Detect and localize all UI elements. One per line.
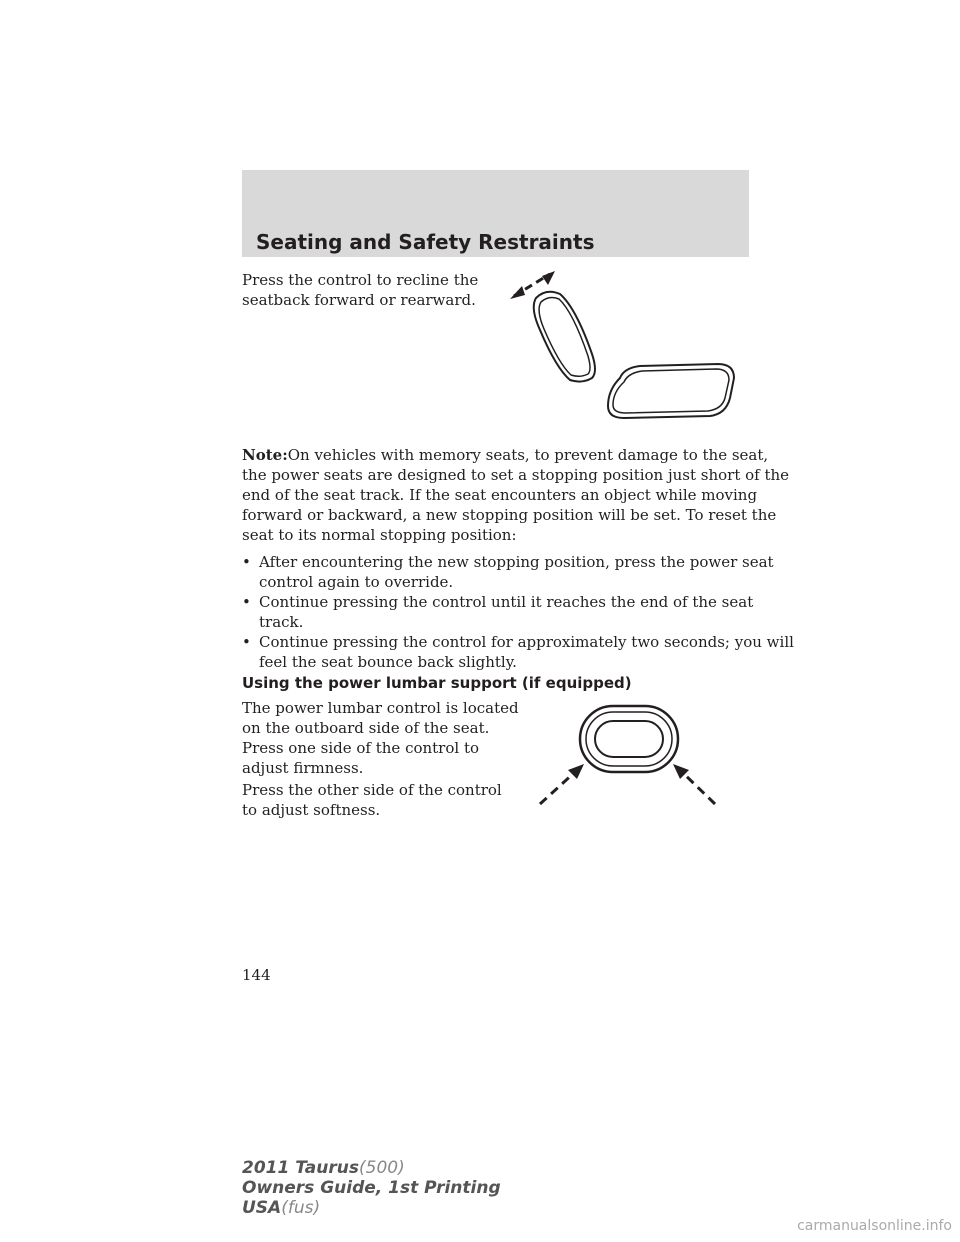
- bullet-icon: •: [242, 593, 251, 611]
- footer-imprint: [242, 1158, 501, 1218]
- bullet-icon: •: [242, 633, 251, 651]
- recline-arrow-icon: [510, 271, 555, 299]
- lumbar-p2-line-2: adjust firmness.: [242, 759, 364, 777]
- footer-market: USA: [242, 1198, 282, 1218]
- note-line-5: seat to its normal stopping position:: [242, 526, 517, 544]
- bullet-text-line-1: Continue pressing the control until it reaches the end of the seat: [259, 593, 754, 611]
- note-line-2: the power seats are designed to set a stopping position just short of the: [242, 466, 790, 484]
- lumbar-switch-icon: [580, 706, 678, 772]
- bullet-icon: •: [242, 553, 251, 571]
- bullet-text-line-2: feel the seat bounce back slightly.: [259, 653, 517, 671]
- bullet-text-line-1: Continue pressing the control for approximately two seconds; you will: [259, 633, 794, 651]
- note-line-4: forward or backward, a new stopping position will be set. To reset the: [242, 506, 777, 524]
- footer-guide: Owners Guide, 1st Printing: [242, 1178, 501, 1198]
- note-label: Note:: [242, 446, 288, 464]
- seatback-switch-icon: [534, 292, 595, 382]
- watermark: carmanualsonline.info: [797, 1218, 952, 1234]
- note-text-1: On vehicles with memory seats, to prevent damage to the seat,: [287, 446, 769, 464]
- footer-model: 2011 Taurus: [242, 1158, 359, 1178]
- recline-text-line-1: Press the control to recline the: [242, 271, 479, 289]
- softness-arrow-icon: [673, 764, 715, 804]
- lumbar-p1-line-1: The power lumbar control is located: [242, 699, 519, 717]
- recline-control-illustration: [500, 268, 750, 428]
- section-title: Seating and Safety Restraints: [256, 230, 595, 254]
- lumbar-heading: Using the power lumbar support (if equipped): [242, 674, 632, 692]
- footer-market-code: (fus): [281, 1198, 321, 1218]
- recline-text-line-2: seatback forward or rearward.: [242, 291, 476, 309]
- note-line-1: [242, 445, 768, 465]
- firmness-arrow-icon: [540, 764, 584, 804]
- note-line-3: end of the seat track. If the seat encounters an object while moving: [242, 486, 758, 504]
- lumbar-p3-line-1: Press the other side of the control: [242, 781, 502, 799]
- bullet-text-line-2: track.: [259, 613, 304, 631]
- page-number: 144: [242, 966, 271, 984]
- lumbar-p1-line-2: on the outboard side of the seat.: [242, 719, 490, 737]
- lumbar-p3-line-2: to adjust softness.: [242, 801, 381, 819]
- bullet-text-line-2: control again to override.: [259, 573, 454, 591]
- footer-model-code: (500): [359, 1158, 405, 1178]
- bullet-text-line-1: After encountering the new stopping position, press the power seat: [259, 553, 774, 571]
- lumbar-p2-line-1: Press one side of the control to: [242, 739, 480, 757]
- lumbar-control-illustration: [530, 700, 730, 790]
- seat-cushion-switch-icon: [608, 364, 734, 418]
